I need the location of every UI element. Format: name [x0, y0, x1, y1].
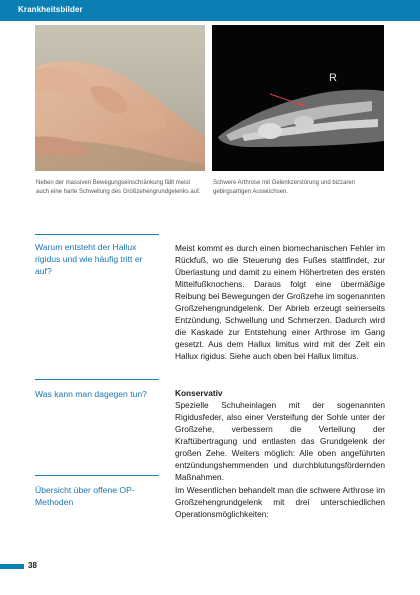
header-bar [0, 0, 420, 21]
answer-paragraph: Spezielle Schuheinlagen mit der sogenannten Rigidusfeder, also einer Versteifung der Sohle unter der Großzehe, verbessern die Verteilung der Kraftübertragung und entlasten das Grundgelenk der großen Zehe. Weiters möglich: Alle oben angeführten entzündungshemmenden und durchblutungsfördernden Maßnahmen. [175, 400, 385, 482]
question-heading: Was kann man dagegen tun? [35, 389, 147, 399]
answer-text [175, 484, 385, 520]
caption-left: Neben der massiven Bewegungseinschränkung fällt meist auch eine harte Schwellung des Großzehengrundgelenks auf. [36, 180, 201, 195]
header-title: Krankheitsbilder [18, 5, 83, 14]
answer-paragraph: Im Wesentlichen behandelt man die schwere Arthrose im Großzehengrundgelenk mit drei unterschiedlichen Operationsmöglichkeiten: [175, 485, 385, 519]
footer-bar [0, 564, 24, 569]
question-heading: Übersicht über offene OP-Methoden [35, 485, 135, 507]
caption-right: Schwere Arthrose mit Gelenkzerstörung und bizzaren gebirgsartigen Auswüchsen. [213, 180, 356, 195]
foot-photo [35, 25, 205, 171]
xray-label: R [329, 72, 337, 84]
xray-photo [212, 25, 384, 171]
answer-text [175, 242, 385, 362]
section-divider [35, 379, 159, 380]
answer-paragraph: Meist kommt es durch einen biomechanischen Fehler im Rückfuß, wo die Steuerung des Fußes stattfindet, zur Überlastung und damit zu einem Höhertreten des ersten Mittelfußknochens. Daraus folgt eine übermäßige Reibung bei Bewegungen der Großzehe im sogenannten Großzehengrundgelenk. Der Abrieb erzeugt seinerseits Entzündung, Schwellung und Schmerzen. Dadurch wird die Kaskade zur Entstehung einer Arthrose im Gang gesetzt. Aus dem Hallux limitus wird mit der Zeit ein Hallux rigidus. Siehe auch oben bei Hallux limitus. [175, 243, 385, 361]
page-number: 38 [28, 561, 37, 570]
answer-subheading: Konservativ [175, 388, 223, 398]
answer-text [175, 387, 385, 483]
section-divider [35, 234, 159, 235]
section-divider [35, 475, 159, 476]
question-heading: Warum entsteht der Hallux rigidus und wie häufig tritt er auf? [35, 242, 143, 276]
